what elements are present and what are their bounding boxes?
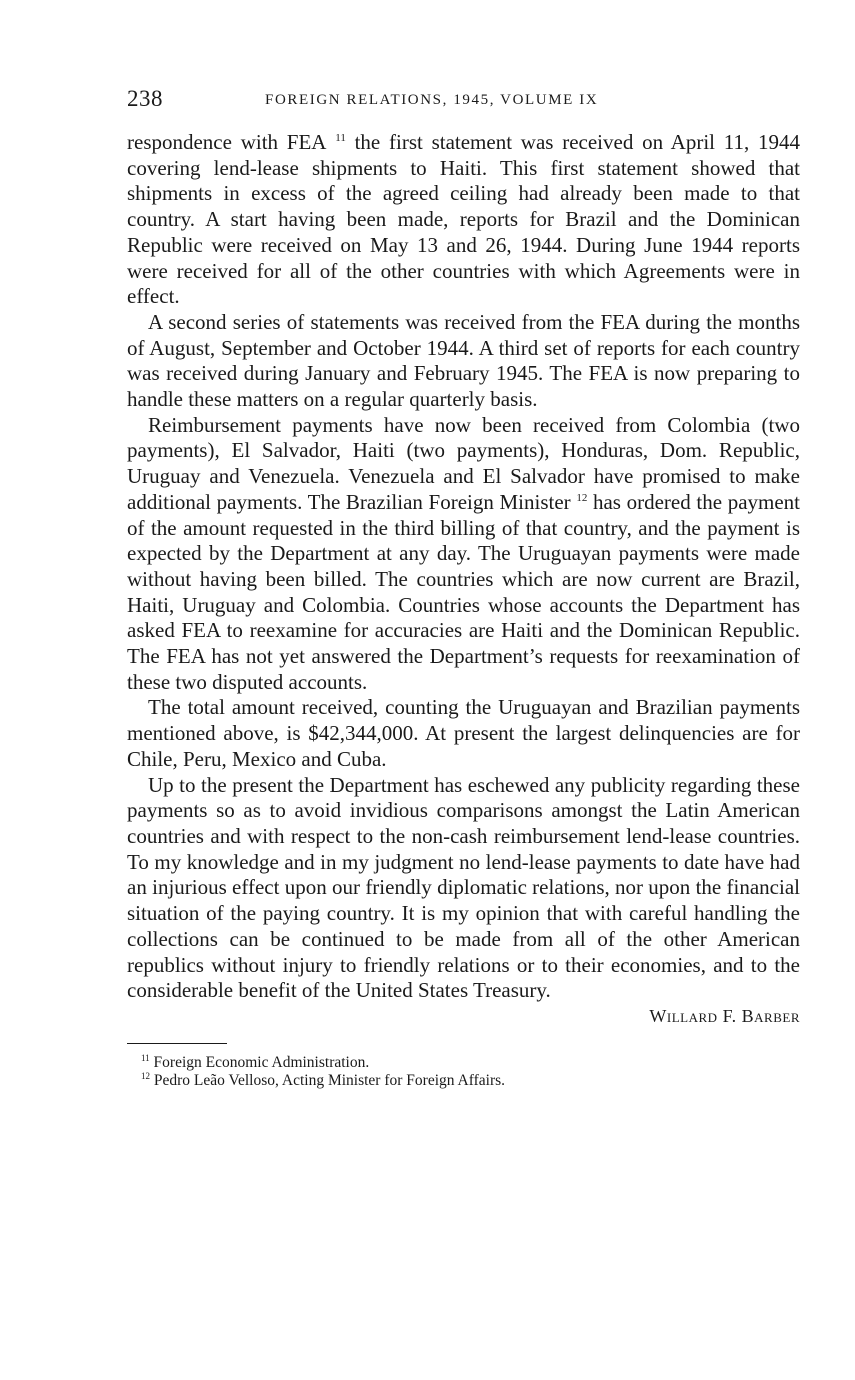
footnotes (141, 1054, 800, 1090)
paragraph-1-text-b: the first statement was received on April 11, 1944 covering lend-lease shipments to Haiti. This first statement showed that shipments in excess of the agreed ceiling had already been made to that country. A start having been made, reports for Brazil and the Dominican Republic were received on May 13 and 26, 1944. During June 1944 reports were received for all of the other countries with which Agreements were in effect. (127, 130, 800, 309)
paragraph-3-text-a: Reimbursement payments have now been received from Colombia (two payments), El Salvador, Haiti (two payments), Honduras, Dom. Republic, Uruguay and Venezuela. Venezuela and El Salvador have promised to make additional payments. The Brazilian Foreign Minister (127, 412, 800, 514)
footnote-12 (141, 1072, 800, 1090)
footnote-text: Pedro Leão Velloso, Acting Minister for Foreign Affairs. (153, 1071, 506, 1089)
signature-name: Willard F. Barber (649, 1005, 800, 1026)
running-header (127, 84, 800, 114)
page-number: 238 (127, 86, 163, 111)
paragraph-1-text-a: respondence with FEA (127, 130, 327, 154)
footnote-number: 11 (141, 1052, 150, 1063)
footnote-number: 12 (141, 1070, 150, 1081)
body-text (127, 130, 800, 1004)
paragraph-5: Up to the present the Department has eschewed any publicity regarding these payments so as to avoid invidious comparisons amongst the Latin American countries and with respect to the non-cash reimbursement lend-lease countries. To my knowledge and in my judgment no lend-lease payments to date have had an injurious effect upon our friendly diplomatic relations, nor upon the financial situation of the paying country. It is my opinion that with careful handling the collections can be continued to be made from all of the other American republics without injury to friendly relations or to their economies, and to the considerable benefit of the United States Treasury. (127, 772, 800, 1003)
paragraph-3-text-b: has ordered the payment of the amount requested in the third billing of that country, and the payment is expected by the Department at any day. The Uruguayan payments were made without having been billed. The countries which are now current are Brazil, Haiti, Uruguay and Colombia. Countries whose accounts the Department has asked FEA to reexamine for accuracies are Haiti and the Dominican Republic. The FEA has not yet answered the Department’s requests for reexamination of these two disputed accounts. (127, 489, 801, 694)
footnote-divider (127, 1043, 227, 1044)
running-title: FOREIGN RELATIONS, 1945, VOLUME IX (265, 92, 599, 108)
footnote-11 (141, 1054, 800, 1072)
footnote-text: Foreign Economic Administration. (153, 1053, 370, 1071)
document-page (127, 84, 800, 1090)
paragraph-2: A second series of statements was received from the FEA during the months of August, September and October 1944. A third set of reports for each country was received during January and February 1945. The FEA is now preparing to handle these matters on a regular quarterly basis. (127, 309, 800, 412)
paragraph-4: The total amount received, counting the Uruguayan and Brazilian payments mentioned above, is $42,344,000. At present the largest delinquencies are for Chile, Peru, Mexico and Cuba. (127, 695, 800, 771)
footnote-ref-11: 11 (335, 132, 346, 144)
paragraph-1 (127, 130, 800, 310)
paragraph-3 (127, 413, 800, 696)
footnote-ref-12: 12 (576, 491, 588, 504)
signature (127, 1006, 800, 1027)
